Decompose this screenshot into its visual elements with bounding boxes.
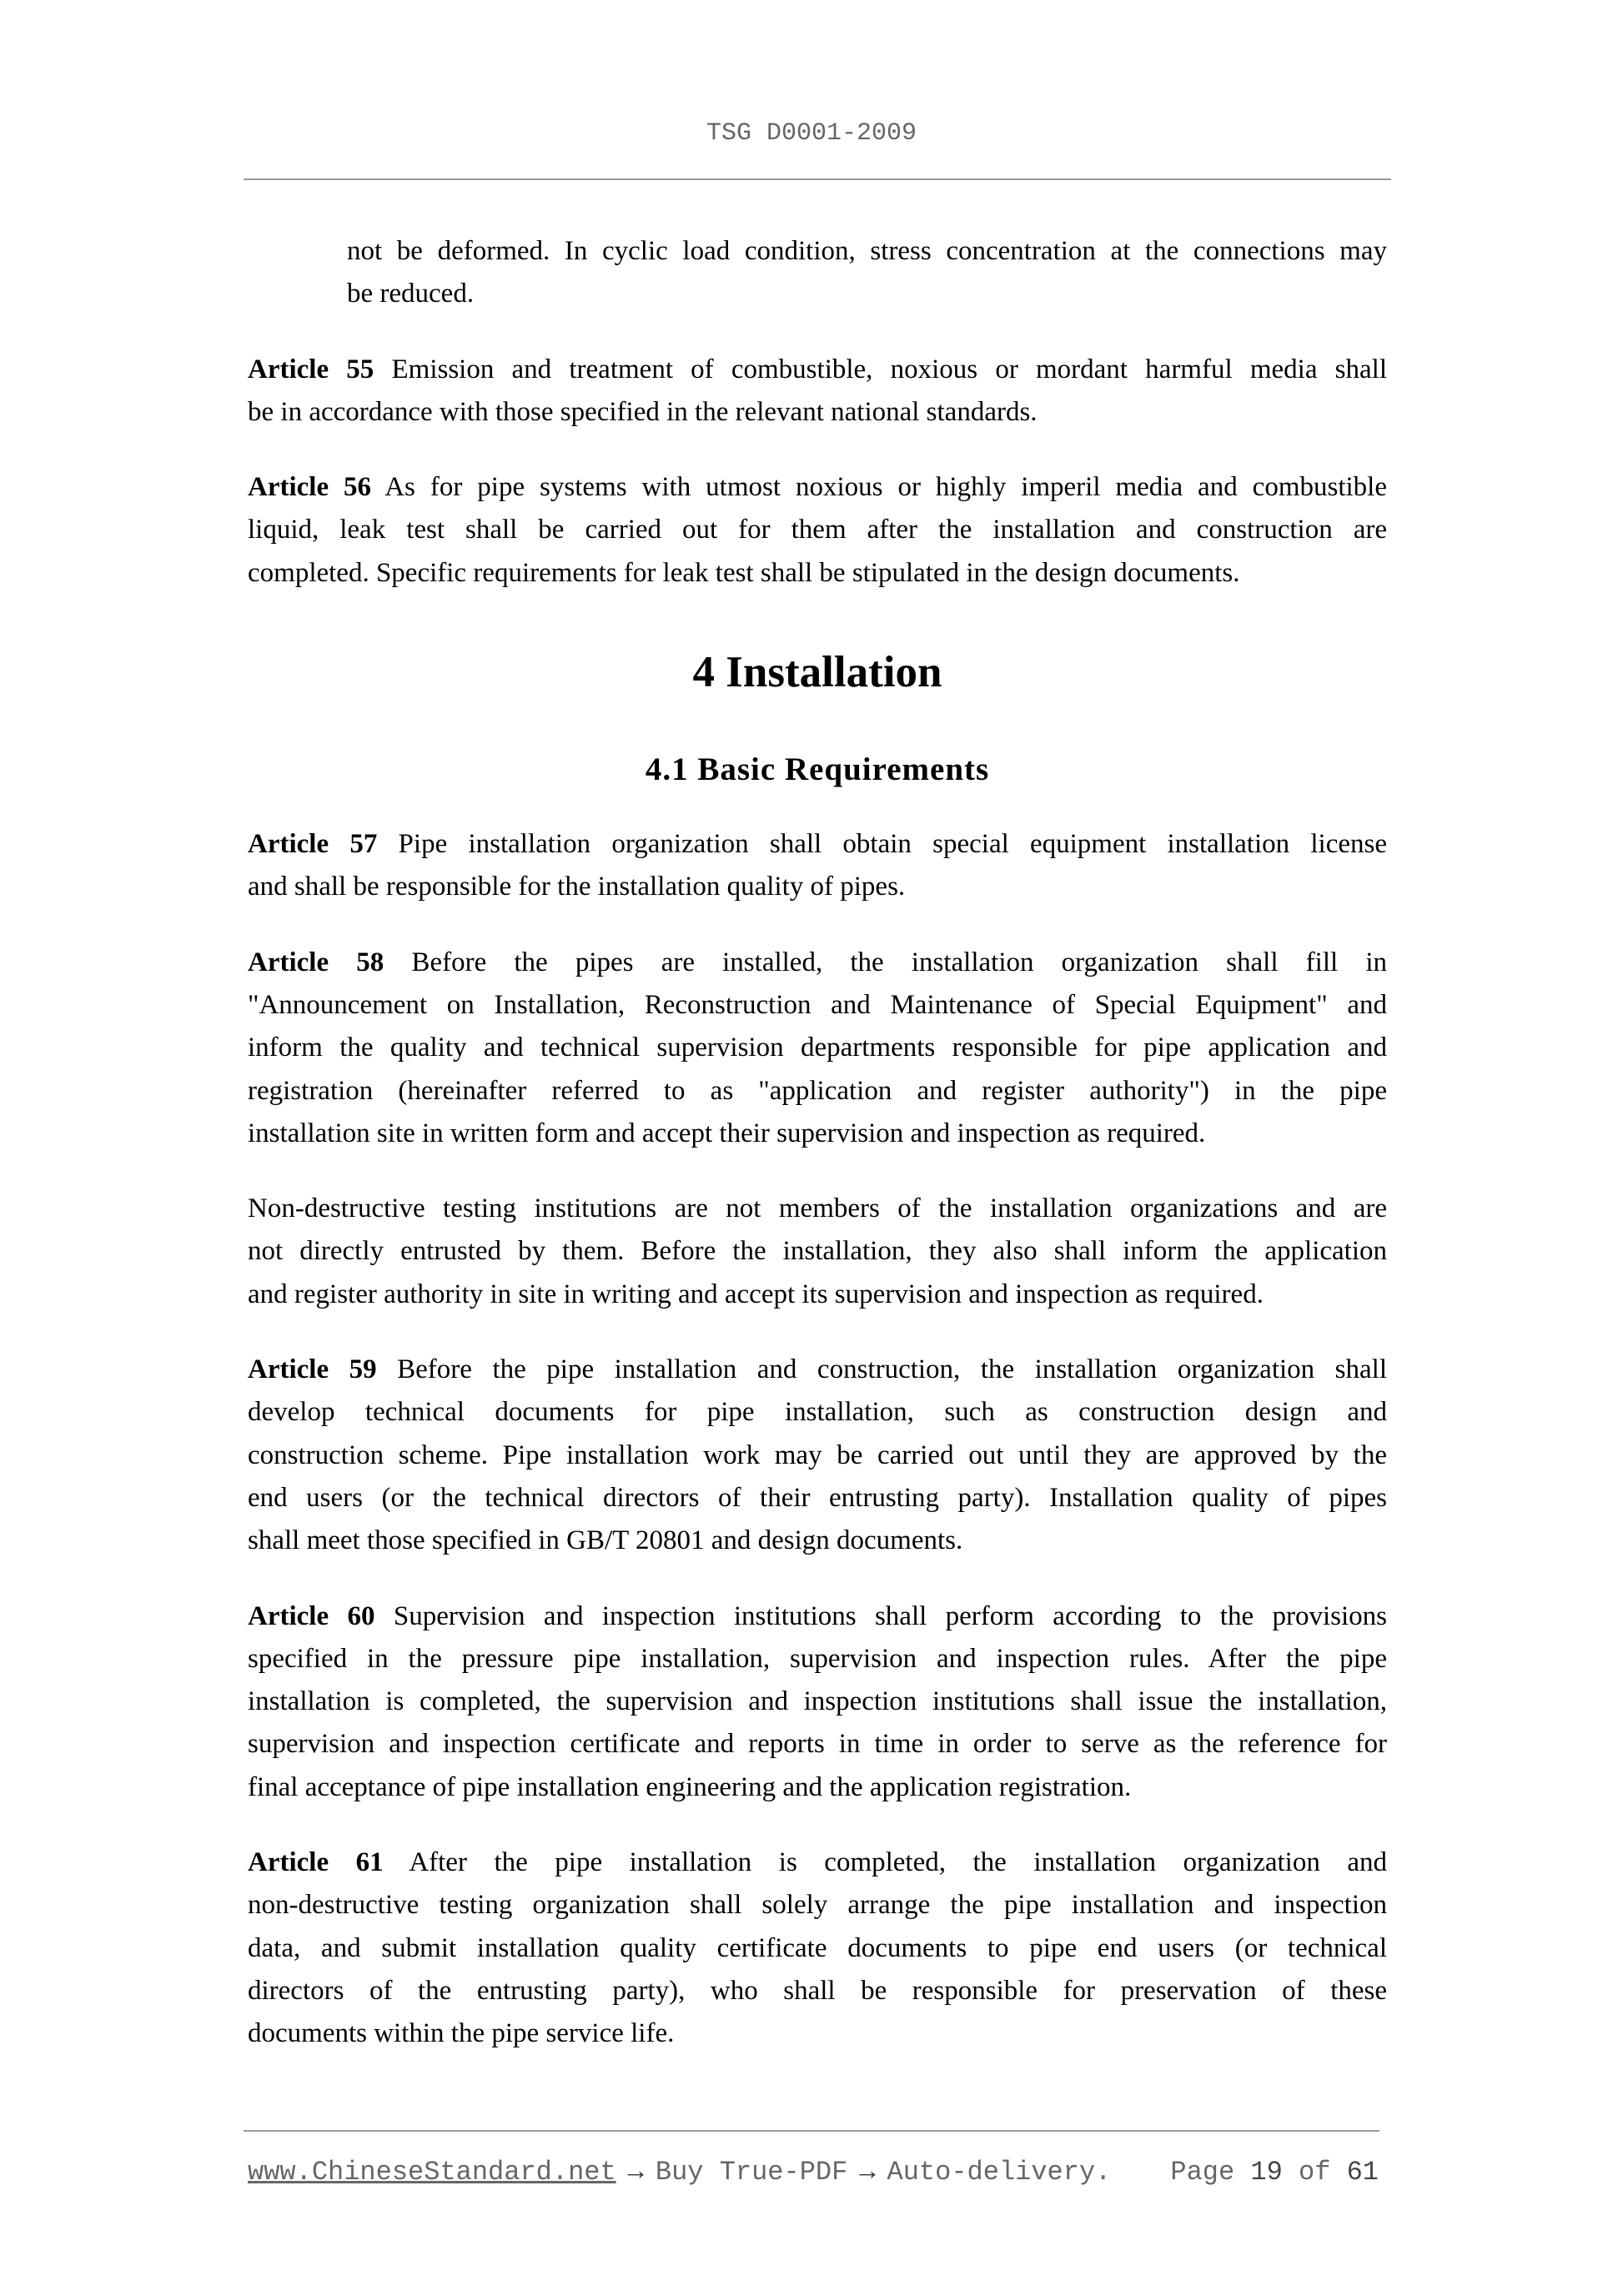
footer-step-buy: Buy True-PDF — [655, 2157, 848, 2188]
article-57 — [248, 823, 1387, 909]
line-text: specified in the pressure pipe installation, supervision and inspection rules. After the pipe — [248, 1643, 1387, 1674]
line-text: data, and submit installation quality certificate documents to pipe end users (or technical — [248, 1932, 1387, 1963]
line-text: completed. Specific requirements for leak test shall be stipulated in the design documents. — [248, 557, 1240, 588]
text-line — [248, 1638, 1387, 1681]
article-label: Article 55 — [248, 354, 374, 384]
text-line — [248, 349, 1387, 391]
line-text: installation site in written form and accept their supervision and inspection as required. — [248, 1118, 1206, 1148]
line-text: registration (hereinafter referred to as "application and register authority") in the pipe — [248, 1075, 1387, 1106]
text-line — [248, 1188, 1387, 1230]
text-line — [248, 1841, 1387, 1884]
text-line — [347, 273, 1387, 315]
document-header-id: TSG D0001-2009 — [706, 119, 917, 148]
chapter-title: 4 Installation — [692, 648, 942, 697]
page-number — [1170, 2157, 1379, 2188]
page-label: Page — [1170, 2157, 1235, 2188]
text-line — [347, 230, 1387, 273]
header-divider — [244, 178, 1391, 180]
text-line — [248, 1349, 1387, 1391]
text-line — [248, 1723, 1387, 1766]
line-text: documents within the pipe service life. — [248, 2018, 675, 2049]
page-current: 19 — [1250, 2157, 1283, 2188]
text-line — [248, 1595, 1387, 1638]
line-text: "Announcement on Installation, Reconstruction and Maintenance of Special Equipment" and — [248, 989, 1387, 1020]
footer-step-delivery: Auto-delivery. — [887, 2157, 1112, 2188]
text-line — [248, 1681, 1387, 1723]
line-text: not be deformed. In cyclic load condition, stress concentration at the connections may — [347, 236, 1387, 266]
article-59 — [248, 1349, 1387, 1562]
line-text: shall meet those specified in GB/T 20801 and design documents. — [248, 1525, 963, 1556]
text-line — [248, 942, 1387, 984]
line-text: and shall be responsible for the installation quality of pipes. — [248, 872, 906, 902]
article-58 — [248, 942, 1387, 1155]
line-text: non-destructive testing organization shall solely arrange the pipe installation and inspection — [248, 1890, 1387, 1921]
website-link[interactable]: www.ChineseStandard.net — [248, 2157, 616, 2188]
text-line — [248, 984, 1387, 1027]
page-footer — [248, 2157, 1379, 2188]
line-text: be in accordance with those specified in the relevant national standards. — [248, 396, 1038, 427]
text-line — [248, 1113, 1387, 1155]
line-text: directors of the entrusting party), who shall be responsible for preservation of these — [248, 1975, 1387, 2006]
article-56 — [248, 466, 1387, 595]
line-text: Non-destructive testing institutions are not members of the installation organizations and are — [248, 1193, 1387, 1224]
article-55 — [248, 349, 1387, 435]
text-line — [248, 466, 1387, 509]
article-label: Article 57 — [248, 829, 378, 860]
text-line — [248, 1766, 1387, 1809]
line-text: After the pipe installation is completed, the installation organization and — [383, 1847, 1387, 1878]
line-text: inform the quality and technical supervision departments responsible for pipe application and — [248, 1032, 1387, 1063]
document-body — [248, 230, 1387, 2088]
text-line — [248, 2012, 1387, 2055]
line-text: end users (or the technical directors of their entrusting party). Installation quality of pipes — [248, 1482, 1387, 1513]
article-61 — [248, 1841, 1387, 2055]
text-line — [248, 1274, 1387, 1316]
page-total: 61 — [1346, 2157, 1379, 2188]
arrow-right-icon: → — [627, 2157, 644, 2188]
text-line — [248, 1027, 1387, 1069]
footer-divider — [244, 2130, 1379, 2132]
text-line — [248, 1070, 1387, 1113]
text-line — [248, 1434, 1387, 1477]
text-line — [248, 1520, 1387, 1562]
line-text: Pipe installation organization shall obtain special equipment installation license — [377, 829, 1387, 860]
line-text: Emission and treatment of combustible, noxious or mordant harmful media shall — [374, 354, 1387, 384]
line-text: As for pipe systems with utmost noxious or highly imperil media and combustible — [371, 472, 1387, 503]
article-60 — [248, 1595, 1387, 1809]
section-title: 4.1 Basic Requirements — [645, 751, 990, 788]
article-label: Article 61 — [248, 1847, 384, 1878]
page-of: of — [1298, 2157, 1331, 2188]
line-text: construction scheme. Pipe installation work may be carried out until they are approved by the — [248, 1439, 1387, 1470]
text-line — [248, 1391, 1387, 1434]
article-label: Article 60 — [248, 1600, 375, 1631]
article-label: Article 58 — [248, 947, 384, 977]
line-text: liquid, leak test shall be carried out for them after the installation and construction are — [248, 515, 1387, 545]
arrow-right-icon: → — [859, 2157, 876, 2188]
text-line — [248, 823, 1387, 866]
text-line — [248, 1230, 1387, 1273]
article-label: Article 59 — [248, 1354, 377, 1385]
article-label: Article 56 — [248, 472, 372, 503]
text-line — [248, 552, 1387, 595]
text-line — [248, 1477, 1387, 1520]
text-line — [248, 1970, 1387, 2012]
line-text: not directly entrusted by them. Before the installation, they also shall inform the application — [248, 1236, 1387, 1267]
paragraph-ndt-institutions — [248, 1188, 1387, 1316]
text-line — [248, 391, 1387, 434]
line-text: and register authority in site in writing and accept its supervision and inspection as required. — [248, 1279, 1264, 1309]
line-text: supervision and inspection certificate and reports in time in order to serve as the reference for — [248, 1729, 1387, 1760]
line-text: Before the pipes are installed, the installation organization shall fill in — [384, 947, 1387, 977]
line-text: Before the pipe installation and construction, the installation organization shall — [376, 1354, 1387, 1385]
line-text: installation is completed, the supervision and inspection institutions shall issue the installation, — [248, 1686, 1387, 1717]
line-text: final acceptance of pipe installation engineering and the application registration. — [248, 1771, 1132, 1802]
text-line — [248, 509, 1387, 551]
text-line — [248, 1927, 1387, 1970]
line-text: develop technical documents for pipe installation, such as construction design and — [248, 1397, 1387, 1428]
paragraph-continuation — [248, 230, 1387, 316]
text-line — [248, 1884, 1387, 1927]
line-text: be reduced. — [347, 279, 475, 309]
line-text: Supervision and inspection institutions shall perform according to the provisions — [374, 1600, 1387, 1631]
text-line — [248, 866, 1387, 908]
